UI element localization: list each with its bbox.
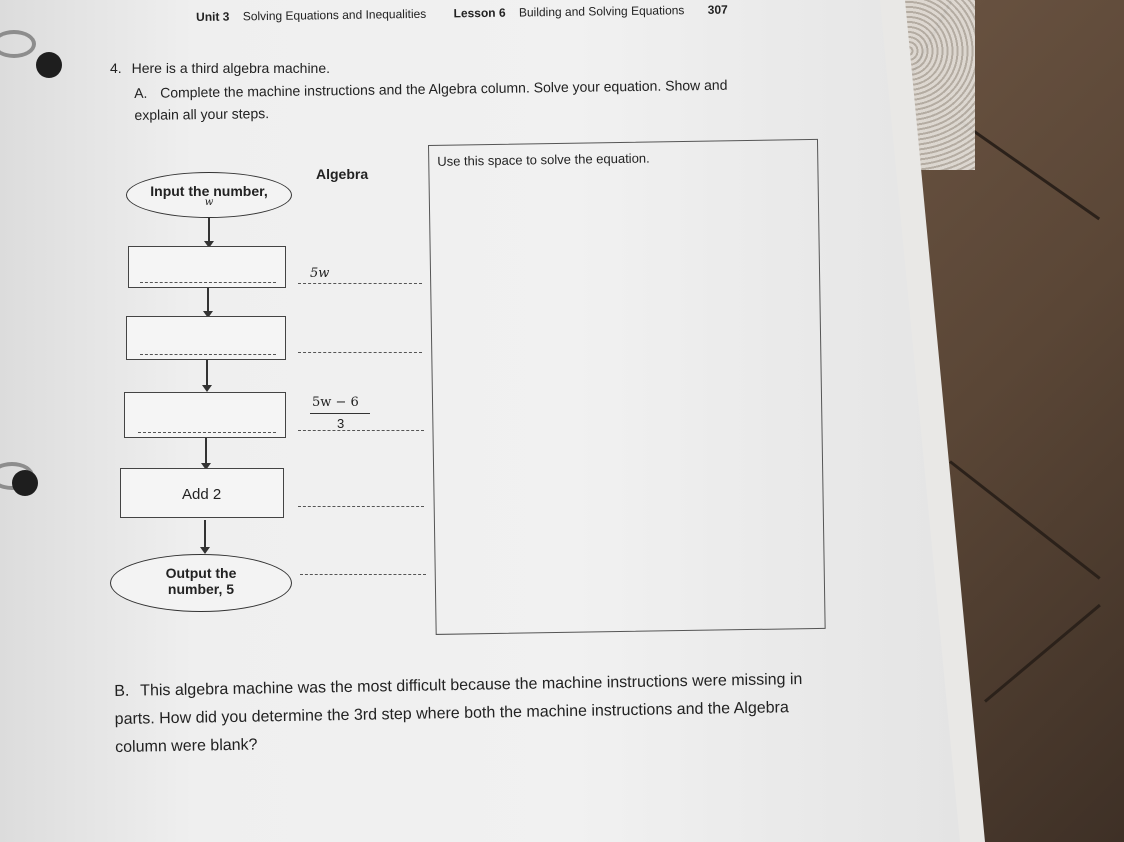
algebra-column-header: Algebra bbox=[316, 166, 369, 182]
flow-arrow bbox=[207, 288, 209, 312]
solve-space-label: Use this space to solve the equation. bbox=[437, 150, 650, 169]
lesson-label: Lesson 6 bbox=[453, 5, 506, 21]
binder-hole bbox=[36, 52, 62, 78]
lesson-title: Building and Solving Equations bbox=[518, 3, 685, 20]
solve-space-box[interactable] bbox=[428, 139, 826, 635]
output-label-line1: Output the bbox=[165, 565, 237, 581]
step3-dashline bbox=[138, 432, 276, 433]
output-oval bbox=[110, 554, 292, 612]
step3-algebra-numerator: 5w − 6 bbox=[312, 395, 359, 410]
input-label: Input the number, bbox=[150, 183, 268, 199]
step3-fraction-bar bbox=[310, 413, 370, 414]
output-label-line2: number, 5 bbox=[167, 581, 235, 597]
step1-algebra: 5w bbox=[310, 266, 330, 281]
part-a-label: A. bbox=[134, 84, 148, 101]
part-b-label: B. bbox=[114, 682, 130, 700]
part-a-text: Complete the machine instructions and the Algebra column. Solve your equation. Show and explain all your steps. bbox=[134, 76, 728, 123]
page-number: 307 bbox=[707, 2, 728, 17]
flow-arrow bbox=[206, 360, 208, 386]
step4-algebra-line[interactable] bbox=[298, 506, 424, 507]
step2-dashline bbox=[140, 354, 276, 355]
question-number: 4. bbox=[110, 60, 122, 76]
binder-hole bbox=[12, 470, 38, 496]
step3-algebra-line[interactable] bbox=[298, 430, 424, 431]
flow-arrow bbox=[205, 438, 207, 464]
question-text: Here is a third algebra machine. bbox=[131, 60, 331, 76]
step4-instruction: Add 2 bbox=[182, 486, 222, 503]
step3-algebra-denominator: 3 bbox=[337, 416, 345, 431]
step2-algebra-line[interactable] bbox=[298, 352, 422, 353]
input-oval bbox=[126, 172, 292, 218]
unit-label: Unit 3 bbox=[196, 9, 230, 24]
input-variable: w bbox=[204, 197, 214, 208]
flow-arrow bbox=[204, 520, 206, 548]
question-prompt bbox=[110, 60, 330, 76]
step1-algebra-line[interactable] bbox=[298, 283, 422, 284]
part-a-instructions bbox=[134, 73, 775, 126]
unit-title: Solving Equations and Inequalities bbox=[242, 6, 427, 24]
step1-dashline bbox=[140, 282, 276, 283]
output-algebra-line[interactable] bbox=[300, 574, 426, 575]
part-b-text: This algebra machine was the most difficult because the machine instructions were missing in parts. How did you determine the 3rd step where both the machine instructions and the Algebra column were blank? bbox=[114, 670, 803, 756]
flow-arrow bbox=[208, 218, 210, 242]
part-b-question bbox=[114, 665, 835, 762]
